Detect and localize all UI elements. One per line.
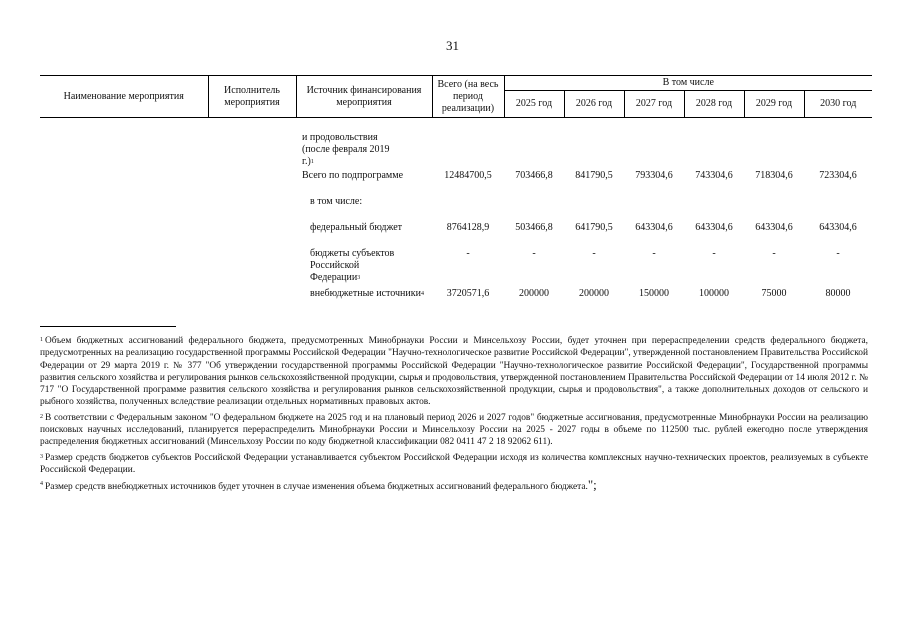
value-cell: 643304,6 [755, 221, 793, 233]
header-year: 2030 год [804, 91, 872, 118]
closing-mark: "; [587, 477, 597, 493]
value-cell: - [652, 247, 656, 259]
header-including: В том числе [504, 76, 872, 91]
budget-table [40, 75, 872, 314]
value-cell: 503466,8 [515, 221, 553, 233]
header-year: 2028 год [684, 91, 744, 118]
row-source-cell: и продовольствия (после февраля 2019 г.)$^1$ [302, 132, 390, 167]
value-cell: - [712, 247, 716, 259]
value-cell: 643304,6 [819, 221, 857, 233]
value-cell: 80000 [825, 287, 851, 299]
value-cell: 723304,6 [819, 169, 857, 181]
value-cell: 150000 [639, 287, 669, 299]
table-row [40, 118, 872, 170]
total-cell: 3720571,6 [446, 287, 490, 299]
value-cell: 200000 [519, 287, 549, 299]
row-source-cell: в том числе: [310, 195, 363, 207]
value-cell: - [836, 247, 840, 259]
header-executor: Исполнитель мероприятия [208, 76, 296, 118]
footnote-separator [40, 326, 176, 327]
value-cell: 793304,6 [635, 169, 673, 181]
value-cell: 643304,6 [695, 221, 733, 233]
row-source-cell: внебюджетные источники$^4$ [310, 287, 424, 299]
header-event-name: Наименование мероприятия [40, 76, 208, 118]
row-source-cell: федеральный бюджет [310, 221, 403, 233]
value-cell: 703466,8 [515, 169, 553, 181]
row-source-cell: Всего по подпрограмме [302, 169, 404, 181]
value-cell: 743304,6 [695, 169, 733, 181]
table-row [40, 170, 872, 196]
value-cell: 200000 [579, 287, 609, 299]
value-cell: - [772, 247, 776, 259]
footnote: $^4$ Размер средств внебюджетных источников будет уточнен в случае изменения объема бюджетных ассигнований федерального бюджета."; [40, 477, 597, 493]
table-row [40, 196, 872, 222]
value-cell: 641790,5 [575, 221, 613, 233]
page-number: 31 [446, 38, 459, 53]
table-row [40, 222, 872, 248]
header-total: Всего (на весь период реализации) [432, 76, 504, 118]
value-cell: 75000 [761, 287, 787, 299]
total-cell: - [466, 247, 470, 259]
table-row [40, 288, 872, 314]
table-row [40, 248, 872, 288]
total-cell: 12484700,5 [444, 169, 492, 181]
footnotes [40, 335, 868, 497]
header-year: 2027 год [624, 91, 684, 118]
footnote: $^3$ Размер средств бюджетов субъектов Российской Федерации устанавливается субъектом Российской Федерации исходя из количества комплексных научно-технических проектов, реализуемых в субъекте Российской Федерации. [40, 452, 868, 475]
value-cell: 718304,6 [755, 169, 793, 181]
footnote: $^2$ В соответствии с Федеральным законом "О федеральном бюджете на 2025 год и на плановый период 2026 и 2027 годов" бюджетные ассигнования, предусмотренные Минобрнауки России на реализацию поисковых научных исследований, планируется перераспределить Минобрнауки России и Минсельхозу России на 2025 - 2027 годы в объеме по 112500 тыс. рублей ежегодно после утверждения распределения бюджетных ассигнований (Минсельхозу России по коду бюджетной классификации 082 0411 47 2 18 92062 611). [40, 412, 868, 448]
value-cell: - [592, 247, 596, 259]
value-cell: 643304,6 [635, 221, 673, 233]
header-funding-source: Источник финансирования мероприятия [296, 76, 432, 118]
header-year: 2029 год [744, 91, 804, 118]
row-source-cell: бюджеты субъектов Российской Федерации$^3$ [310, 247, 395, 283]
header-year: 2026 год [564, 91, 624, 118]
value-cell: - [532, 247, 536, 259]
footnote: $^1$ Объем бюджетных ассигнований федерального бюджета, предусмотренных Минобрнауки России и Минсельхозу России, будет уточнен при перераспределении средств федерального бюджета, предусмотренных на реализацию государственной программы Российской Федерации "Научно-технологическое развитие Российской Федерации", утвержденной постановлением Правительства Российской Федерации от 29 марта 2019 г. № 377 "Об утверждении государственной программы Российской Федерации "Научно-технологическое развитие Российской Федерации", Государственной программы развития сельского хозяйства и регулирования рынков сельскохозяйственной продукции, сырья и продовольствия, утвержденной постановлением Правительства Российской Федерации от 14 июля 2012 г. № 717 "О Государственной программе развития сельского хозяйства и регулирования рынков сельскохозяйственной продукции, сырья и продовольствия", а также дополнительных доходов от сельского и рыбного хозяйства, полученных вследствие реализации отдельных нормативных правовых актов. [40, 336, 868, 408]
header-year: 2025 год [504, 91, 564, 118]
value-cell: 100000 [699, 287, 729, 299]
total-cell: 8764128,9 [446, 221, 490, 233]
value-cell: 841790,5 [575, 169, 613, 181]
